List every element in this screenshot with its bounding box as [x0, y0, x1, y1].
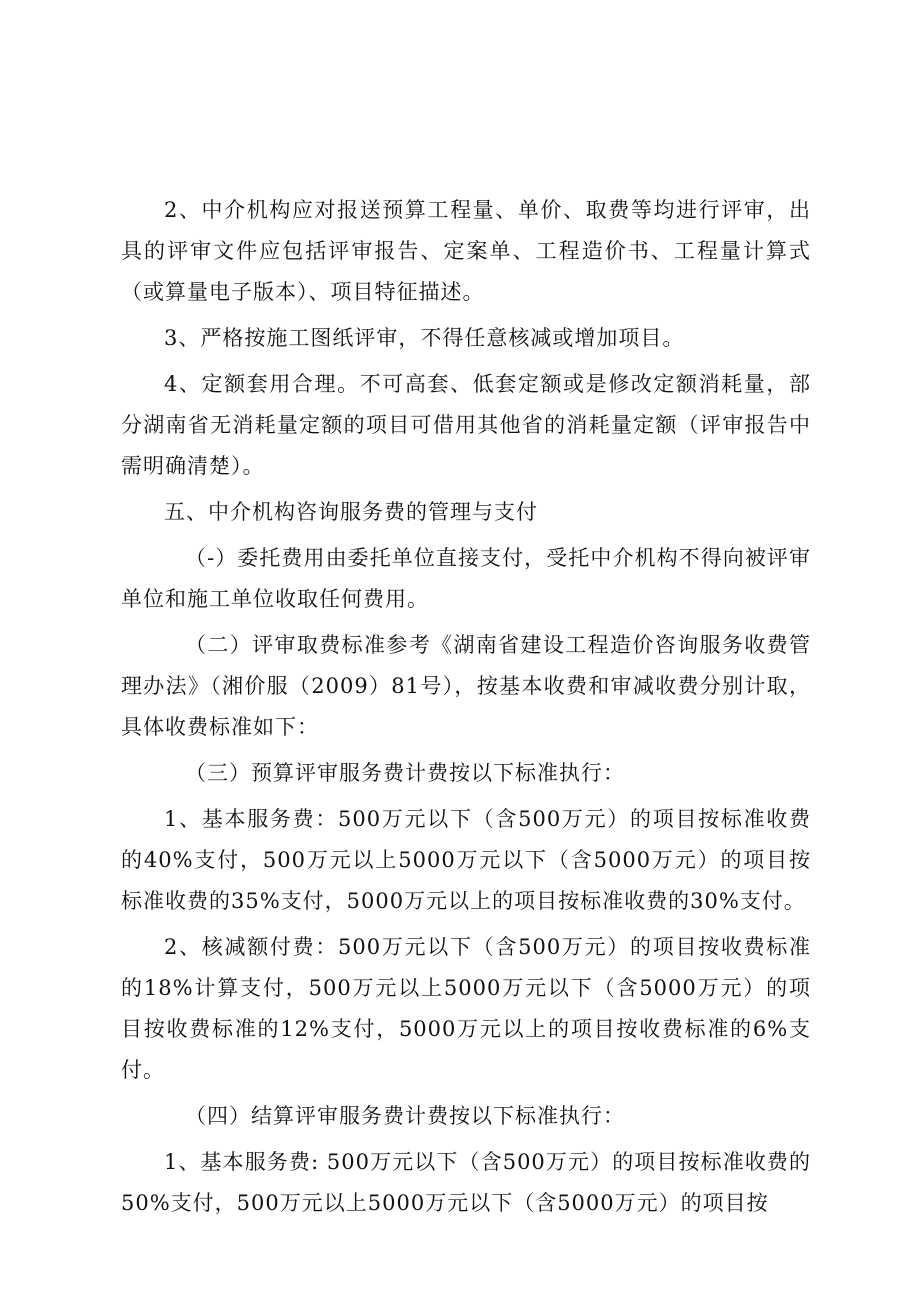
subheading-budget-review-fee: （三）预算评审服务费计费按以下标准执行：	[185, 761, 625, 785]
subheading-settlement-review-fee: （四）结算评审服务费计费按以下标准执行：	[185, 1104, 625, 1128]
section-heading-fees: 五、中介机构咨询服务费的管理与支付	[164, 500, 538, 524]
paragraph-fee-standard: （二）评审取费标准参考《湖南省建设工程造价咨询服务收费管理办法》（湘价服（2009）81号），按基本收费和审减收费分别计取，具体收费标准如下：	[121, 633, 811, 739]
document-body	[121, 190, 811, 1229]
paragraph-drawing-review: 3、严格按施工图纸评审，不得任意核减或增加项目。	[164, 326, 685, 350]
paragraph-review-scope: 2、中介机构应对报送预算工程量、单价、取费等均进行评审，出具的评审文件应包括评审报告、定案单、工程造价书、工程量计算式（或算量电子版本）、项目特征描述。	[121, 198, 811, 304]
paragraph-budget-reduction-fee: 2、核减额付费：500万元以下（含500万元）的项目按收费标准的18%计算支付，500万元以上5000万元以下（含5000万元）的项目按收费标准的12%支付，5000万元以上的项目按收费标准的6%支付。	[121, 935, 811, 1082]
paragraph-fee-payment: （-）委托费用由委托单位直接支付，受托中介机构不得向被评审单位和施工单位收取任何费用。	[121, 546, 811, 611]
paragraph-settlement-basic-fee: 1、基本服务费: 500万元以下（含500万元）的项目按标准收费的50%支付，500万元以上5000万元以下（含5000万元）的项目按	[121, 1150, 811, 1215]
paragraph-quota-usage: 4、定额套用合理。不可高套、低套定额或是修改定额消耗量，部分湖南省无消耗量定额的项目可借用其他省的消耗量定额（评审报告中需明确清楚）。	[121, 372, 811, 478]
paragraph-budget-basic-fee: 1、基本服务费：500万元以下（含500万元）的项目按标准收费的40%支付，500万元以上5000万元以下（含5000万元）的项目按标准收费的35%支付，5000万元以上的项目按标准收费的30%支付。	[121, 807, 811, 913]
